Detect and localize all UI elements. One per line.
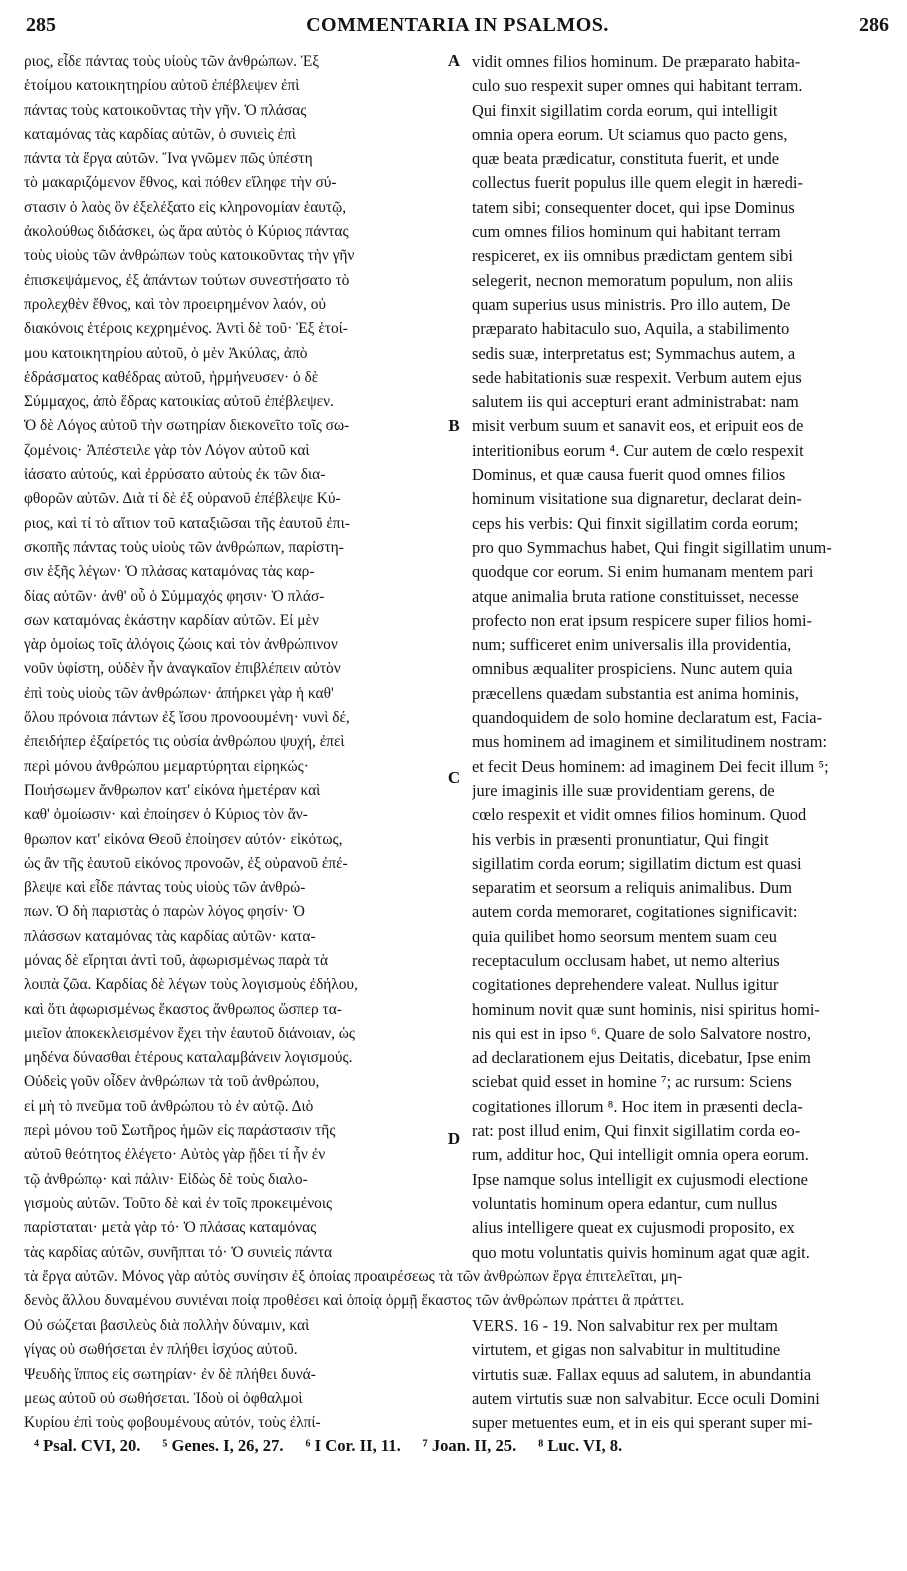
text-line: ζομένοις· Ἀπέστειλε γὰρ τὸν Λόγον αὐτοῦ καὶ (24, 441, 310, 459)
text-line: περὶ μόνου ἀνθρώπου μεμαρτύρηται εἰρηκώς· (24, 757, 309, 775)
text-line: tatem sibi; consequenter docet, qui ipse Dominus (472, 197, 795, 217)
text-line: hominum visitatione sua dignaretur, declarat dein- (472, 489, 802, 509)
text-line: τὰ ἔργα αὐτῶν. Μόνος γὰρ αὐτὸς συνίησιν ἐξ ὁποίας προαιρέσεως τὰ τῶν ἀνθρώπων ἔργα ἐπιτελεῖται, μη- (24, 1268, 683, 1285)
text-line: voluntatis hominum opera edantur, cum nullus (472, 1193, 778, 1213)
verse-line: Οὐ σώζεται βασιλεὺς διὰ πολλὴν δύναμιν, καὶ (24, 1317, 310, 1334)
text-line: εἰ μὴ τὸ πνεῦμα τοῦ ἀνθρώπου τὸ ἐν αὐτῷ. Διὸ (24, 1097, 314, 1115)
text-line: ceps his verbis: Qui finxit sigillatim corda eorum; (472, 513, 799, 533)
verse-greek (24, 1314, 440, 1435)
text-line: διακόνοις ἑτέροις κεχρημένος. Ἀντὶ δὲ τοῦ· Ἐξ ἑτοί- (24, 320, 348, 338)
text-line: collectus fuerit populus ille quem elegit in hæredi- (472, 173, 803, 193)
text-line: φθορῶν αὐτῶν. Διὰ τί δὲ ἐξ οὐρανοῦ ἐπέβλεψε Κύ- (24, 490, 341, 508)
text-line: et fecit Deus hominem: ad imaginem Dei fecit illum ⁵; (472, 756, 829, 776)
text-line: hominum novit quæ sunt hominis, nisi spiritus homi- (472, 999, 820, 1019)
text-line: μου κατοικητηρίου αὐτοῦ, ὁ μὲν Ἀκύλας, ἀπὸ (24, 344, 308, 362)
text-line: mus hominem ad imaginem et similitudinem nostram: (472, 732, 828, 752)
text-line: ἑτοίμου κατοικητηρίου αὐτοῦ ἐπέβλεψεν ἐπὶ (24, 77, 300, 95)
text-line: sedis suæ, interpretatus est; Symmachus autem, a (472, 343, 796, 363)
text-line: ριος, καὶ τί τὸ αἴτιον τοῦ καταξιῶσαι τῆς ἑαυτοῦ ἐπι- (24, 514, 350, 532)
text-line: ριος, εἶδε πάντας τοὺς υἱοὺς τῶν ἀνθρώπων. Ἐξ (24, 53, 320, 70)
text-line: quandoquidem de solo homine declaratum est, Facia- (472, 708, 823, 728)
text-line: προλεχθὲν ἔθνος, καὶ τὸν προειρημένον λαόν, οὐ (24, 295, 327, 313)
footnote: ⁷ Joan. II, 25. (422, 1436, 517, 1455)
text-line: Σύμμαχος, ἀπὸ ἕδρας κατοικίας αὐτοῦ ἐπέβλεψεν. (24, 393, 334, 411)
text-line: πων. Ὁ δὴ παριστὰς ὁ παρὼν λόγος φησίν· Ὁ (24, 903, 305, 921)
text-line: Ipse namque solus intelligit ex cujusmodi electione (472, 1169, 808, 1189)
verse-line: Ψευδὴς ἵππος εἰς σωτηρίαν· ἐν δὲ πλήθει δυνά- (24, 1365, 316, 1383)
section-marker-c: C (447, 768, 461, 787)
text-line: num; sufficeret enim universalis illa providentia, (472, 635, 792, 655)
text-line: quodque cor eorum. Si enim humanam mentem pari (472, 562, 814, 582)
text-line: ἰάσατο αὐτούς, καὶ ἐρρύσατο αὐτοὺς ἐκ τῶν δια- (24, 466, 326, 484)
section-marker-a: A (447, 51, 461, 70)
text-line: δίας αὐτῶν· ἀνθ' οὗ ὁ Σύμμαχός φησιν· Ὁ πλάσ- (24, 587, 325, 605)
text-line: sigillatim corda eorum; sigillatim dictum est quasi (472, 853, 802, 873)
verse-line: super metuentes eum, et in eis qui sperant super mi- (472, 1413, 813, 1433)
text-line: quam superius usus ministris. Pro illo autem, De (472, 294, 791, 314)
text-line: omnia opera eorum. Ut sciamus quo pacto gens, (472, 124, 788, 144)
text-line: γισμοὺς αὐτῶν. Τοῦτο δὲ καὶ ἐν τοῖς προκειμένοις (24, 1194, 333, 1212)
text-line: μηδένα δύνασθαι ἑτέρους καταλαμβάνειν λογισμούς. (24, 1049, 353, 1067)
text-line: σων καταμόνας ἑκάστην καρδίαν αὐτῶν. Εἰ μὲν (24, 611, 319, 629)
text-line: νοῦν ὑφίστη, οὐδὲν ἦν ἀναγκαῖον ἐπιβλέπειν αὐτὸν (24, 660, 341, 678)
text-line: Ὁ δὲ Λόγος αὐτοῦ τὴν σωτηρίαν διεκονεῖτο τοῖς σω- (24, 417, 350, 435)
text-line: αὐτοῦ θεότητος ἐλέγετο· Αὐτὸς γὰρ ᾔδει τί ἦν ἐν (24, 1146, 326, 1164)
verse-line: μεως αὐτοῦ οὐ σωθήσεται. Ἰδοὺ οἱ ὀφθαλμοὶ (24, 1389, 303, 1407)
text-line: sede habitationis suæ respexit. Verbum autem ejus (472, 367, 802, 387)
text-line: γὰρ ὁμοίως τοῖς ἀλόγοις ζώοις καὶ τὸν ἀνθρώπινον (24, 636, 338, 654)
text-line: σιν ἑξῆς λέγων· Ὁ πλάσας καταμόνας τὰς καρ- (24, 563, 315, 581)
text-line: τῷ ἀνθρώπῳ· καὶ πάλιν· Εἰδὼς δὲ τοὺς διαλο- (24, 1170, 308, 1188)
text-line: μιεῖον ἀποκεκλεισμένον ἔχει τὴν ἑαυτοῦ διάνοιαν, ὡς (24, 1024, 356, 1042)
verse-line: autem virtutis suæ non salvabitur. Ecce oculi Domini (472, 1388, 820, 1408)
text-line: rat: post illud enim, Qui finxit sigillatim corda eo- (472, 1121, 801, 1141)
verse-line: Κυρίου ἐπὶ τοὺς φοβουμένους αὐτόν, τοὺς ἐλπί- (24, 1414, 321, 1432)
section-marker-d: D (447, 1129, 461, 1148)
text-line: autem corda memoraret, cogitationes significavit: (472, 902, 798, 922)
text-line: receptaculum occlusam habet, ut nemo alterius (472, 950, 780, 970)
section-marker-b: B (448, 416, 460, 435)
text-line: cum omnes filios hominum qui habitant terram (472, 222, 781, 242)
text-line: δενὸς ἄλλου δυναμένου συνιέναι ποίᾳ προθέσει καὶ ὁποίᾳ ὁρμῇ ἕκαστος τῶν ἀνθρώπων πράττει ἃ πράττει. (24, 1292, 685, 1310)
footnote: ⁶ I Cor. II, 11. (305, 1436, 401, 1455)
text-line: culo suo respexit super omnes qui habitant terram. (472, 76, 803, 96)
running-title: COMMENTARIA IN PSALMOS. (306, 14, 609, 36)
text-line: καταμόνας τὰς καρδίας αὐτῶν, ὁ συνιεὶς ἐπὶ (24, 125, 296, 143)
text-line: περὶ μόνου τοῦ Σωτῆρος ἡμῶν εἰς παράστασιν τῆς (24, 1122, 336, 1140)
text-line: Qui finxit sigillatim corda eorum, qui intelligit (472, 100, 778, 120)
text-line: salutem iis qui accepturi erant administrabat: nam (472, 392, 799, 412)
text-line: misit verbum suum et sanavit eos, et eripuit eos de (472, 416, 804, 436)
text-line: selegerit, necnon memoratum populum, non aliis (472, 270, 793, 290)
text-line: his verbis in præsenti pronuntiatur, Qui fingit (472, 829, 769, 849)
footnotes (34, 1436, 884, 1456)
text-line: ἐπὶ τοὺς υἱοὺς τῶν ἀνθρώπων· ἀπήρκει γὰρ ἡ καθ' (24, 684, 334, 702)
text-line: ὅλου πρόνοια πάντων ἐξ ἴσου προνοουμένη· νυνὶ δέ, (24, 709, 350, 727)
text-line: respiceret, ex iis omnibus prædictam gentem sibi (472, 246, 793, 266)
full-width-greek (24, 1265, 890, 1314)
text-line: sciebat quid esset in homine ⁷; ac rursum: Sciens (472, 1072, 792, 1092)
text-line: nis qui est in ipso ⁶. Quare de solo Salvatore nostro, (472, 1023, 811, 1043)
text-line: ἐπισκεψάμενος, ἐξ ἁπάντων τούτων συνεστήσατο τὸ (24, 271, 350, 289)
page-number-left: 285 (26, 14, 56, 36)
text-line: pro quo Symmachus habet, Qui fingit sigillatim unum- (472, 537, 832, 557)
text-line: τὸ μακαριζόμενον ἔθνος, καὶ πόθεν εἴληφε τὴν σύ- (24, 174, 337, 192)
text-line: cogitationes illorum ⁸. Hoc item in præsenti decla- (472, 1096, 803, 1116)
text-line: omnibus æqualiter prospiciens. Nunc autem quia (472, 659, 793, 679)
text-line: rum, additur hoc, Qui intelligit omnia opera eorum. (472, 1145, 809, 1165)
text-line: σκοπῆς πάντας τοὺς υἱοὺς τῶν ἀνθρώπων, παρίστη- (24, 538, 344, 556)
text-line: παρίσταται· μετὰ γὰρ τό· Ὁ πλάσας καταμόνας (24, 1219, 317, 1237)
text-line: ἐπειδήπερ ἐξαίρετός τις οὐσία ἀνθρώπου ψυχή, ἐπεὶ (24, 733, 345, 751)
text-line: cœlo respexit et vidit omnes filios hominum. Quod (472, 805, 807, 825)
running-header (26, 14, 889, 42)
text-line: cogitationes deprehendere valeat. Nullus igitur (472, 975, 779, 995)
text-line: quia quilibet homo seorsum mentem suam ceu (472, 926, 777, 946)
text-line: interitionibus eorum ⁴. Cur autem de cœlo respexit (472, 440, 804, 460)
text-line: ὡς ἂν τῆς ἑαυτοῦ εἰκόνος προνοῶν, ἐξ οὐρανοῦ ἐπέ- (24, 854, 348, 872)
footnote: ⁵ Genes. I, 26, 27. (162, 1436, 284, 1455)
footnote: ⁴ Psal. CVI, 20. (34, 1436, 141, 1455)
text-line: quæ beata prædicatur, constituta fuerit, et unde (472, 149, 780, 169)
text-line: βλεψε καὶ εἶδε πάντας τοὺς υἱοὺς τῶν ἀνθρώ- (24, 879, 306, 897)
text-line: separatim et seorsum a reliquis animalibus. Dum (472, 878, 793, 898)
text-line: atque animalia bruta ratione constituisset, necesse (472, 586, 799, 606)
text-line: στασιν ὁ λαὸς ὃν ἐξελέξατο εἰς κληρονομίαν ἑαυτῷ, (24, 198, 347, 216)
greek-column (24, 50, 440, 1265)
text-line: ἑδράσματος καθέδρας αὐτοῦ, ἡρμήνευσεν· ὁ δὲ (24, 368, 319, 386)
text-line: Dominus, et quæ causa fuerit quod omnes filios (472, 465, 786, 485)
verse-line: VERS. 16 - 19. Non salvabitur rex per multam (472, 1316, 778, 1335)
verse-latin (472, 1314, 886, 1435)
text-line: ἀκολούθως διδάσκει, ὡς ἄρα αὐτὸς ὁ Κύριος πάντας (24, 223, 349, 241)
text-line: τὰς καρδίας αὐτῶν, συνῆπται τό· Ὁ συνιεὶς πάντα (24, 1243, 333, 1261)
verse-line: γίγας οὐ σωθήσεται ἐν πλήθει ἰσχύος αὐτοῦ. (24, 1341, 298, 1359)
verse-line: virtutem, et gigas non salvabitur in multitudine (472, 1340, 781, 1360)
text-line: ad declarationem ejus Deitatis, dicebatur, Ipse enim (472, 1048, 811, 1068)
text-line: πάντας τοὺς κατοικοῦντας τὴν γῆν. Ὁ πλάσας (24, 101, 307, 119)
text-line: πάντα τὰ ἔργα αὐτῶν. Ἵνα γνῶμεν πῶς ὑπέστη (24, 150, 313, 168)
text-line: vidit omnes filios hominum. De præparato habita- (472, 52, 801, 71)
text-line: quo motu voluntatis quivis hominum agat quæ agit. (472, 1242, 810, 1262)
text-line: præparato habitaculo suo, Aquila, a stabilimento (472, 319, 790, 339)
text-line: μόνας δὲ εἴρηται ἀντὶ τοῦ, ἀφωρισμένως παρὰ τὰ (24, 951, 329, 969)
verse-line: virtutis suæ. Fallax equus ad salutem, in abundantia (472, 1364, 812, 1384)
page-number-right: 286 (859, 14, 889, 36)
text-line: Οὐδεὶς γοῦν οἶδεν ἀνθρώπων τὰ τοῦ ἀνθρώπου, (24, 1073, 320, 1091)
text-line: Ποιήσωμεν ἄνθρωπον κατ' εἰκόνα ἡμετέραν καὶ (24, 781, 321, 799)
latin-column (472, 50, 886, 1265)
text-line: τοὺς υἱοὺς τῶν ἀνθρώπων τοὺς κατοικοῦντας τὴν γῆν (24, 247, 355, 265)
text-line: καὶ ὅτι ἀφωρισμένως ἕκαστος ἄνθρωπος ὥσπερ τα- (24, 1000, 342, 1018)
text-line: θρωπον κατ' εἰκόνα Θεοῦ ἐποίησεν αὐτόν· εἰκότως, (24, 830, 343, 848)
text-line: καθ' ὁμοίωσιν· καὶ ἐποίησεν ὁ Κύριος τὸν ἄν- (24, 806, 308, 824)
text-line: λοιπὰ ζῶα. Καρδίας δὲ λέγων τοὺς λογισμοὺς ἐδήλου, (24, 976, 358, 994)
text-line: πλάσσων καταμόνας τὰς καρδίας αὐτῶν· κατα- (24, 927, 316, 945)
text-line: jure imaginis ille suæ providentiam gerens, de (472, 780, 775, 800)
text-line: profecto non erat ipsum respicere super filios homi- (472, 610, 813, 630)
text-line: alius intelligere queat ex cujusmodi proposito, ex (472, 1218, 795, 1238)
text-line: præcellens quædam substantia est anima hominis, (472, 683, 799, 703)
footnote: ⁸ Luc. VI, 8. (538, 1436, 623, 1455)
